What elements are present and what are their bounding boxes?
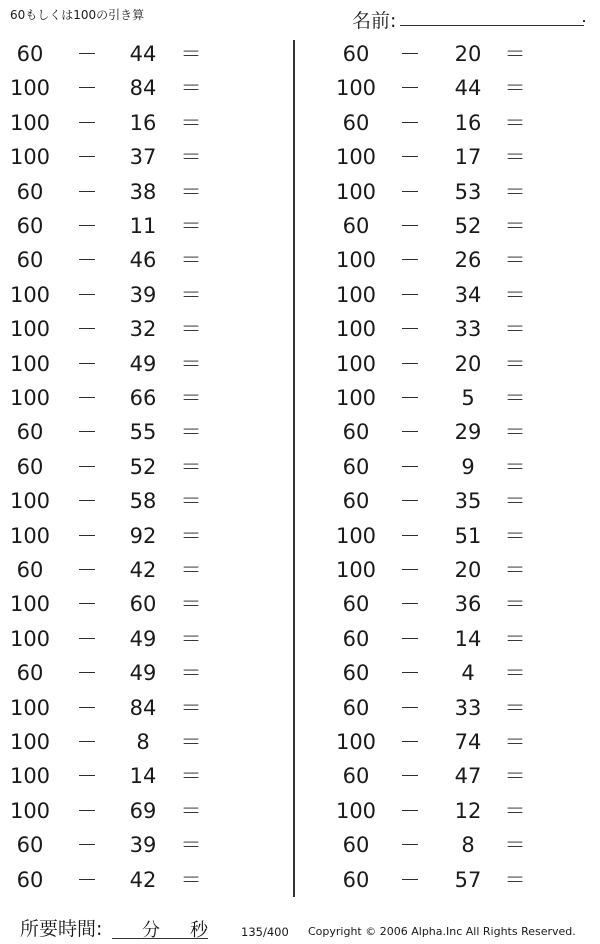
minus-sign: －: [76, 42, 98, 66]
minus-sign: －: [76, 110, 98, 135]
problem-row: [0, 622, 600, 656]
subtrahend: 8: [136, 730, 150, 754]
equals-sign: ＝: [504, 420, 526, 445]
minuend: 100: [335, 798, 377, 823]
minus-sign: －: [399, 592, 421, 617]
minuend: 100: [9, 798, 51, 823]
subtrahend: 20: [454, 558, 482, 582]
minuend: 60: [342, 764, 370, 789]
minus-sign: －: [76, 764, 98, 789]
minuend: 100: [9, 592, 51, 617]
problem-row: [0, 209, 600, 243]
minus-sign: －: [76, 798, 98, 823]
equals-sign: ＝: [504, 76, 526, 101]
minuend: 60: [16, 833, 44, 858]
minuend: 100: [335, 76, 377, 101]
equals-sign: ＝: [504, 764, 526, 789]
minus-sign: －: [76, 489, 98, 514]
subtrahend: 84: [129, 695, 157, 720]
minuend: 60: [342, 867, 370, 892]
equals-sign: ＝: [504, 661, 526, 686]
minus-sign: －: [76, 351, 98, 376]
subtrahend: 12: [454, 798, 482, 823]
minus-sign: －: [76, 76, 98, 101]
equals-sign: ＝: [504, 110, 526, 135]
name-line-dot: [583, 20, 585, 22]
minus-sign: －: [399, 214, 421, 238]
equals-sign: ＝: [180, 110, 202, 135]
equals-sign: ＝: [504, 730, 526, 754]
minus-sign: －: [399, 420, 421, 445]
minuend: 100: [335, 351, 377, 376]
minuend: 100: [9, 386, 51, 410]
problem-row: [0, 725, 600, 759]
subtrahend: 16: [129, 110, 157, 135]
minuend: 100: [335, 282, 377, 307]
minuend: 60: [16, 179, 44, 204]
minus-sign: －: [76, 833, 98, 858]
minuend: 100: [9, 730, 51, 754]
minus-sign: －: [399, 110, 421, 135]
minus-sign: －: [399, 867, 421, 892]
subtrahend: 49: [129, 661, 157, 686]
minuend: 100: [9, 145, 51, 170]
equals-sign: ＝: [504, 523, 526, 548]
problem-row: [0, 759, 600, 793]
minus-sign: －: [399, 282, 421, 307]
equals-sign: ＝: [504, 42, 526, 66]
subtrahend: 49: [129, 351, 157, 376]
minuend: 100: [9, 489, 51, 514]
problem-row: [0, 450, 600, 484]
equals-sign: ＝: [504, 454, 526, 479]
minuend: 60: [342, 661, 370, 686]
equals-sign: ＝: [504, 695, 526, 720]
problem-row: [0, 106, 600, 140]
equals-sign: ＝: [504, 592, 526, 617]
subtrahend: 47: [454, 764, 482, 789]
minus-sign: －: [76, 523, 98, 548]
equals-sign: ＝: [180, 592, 202, 617]
minus-sign: －: [76, 420, 98, 445]
equals-sign: ＝: [504, 179, 526, 204]
equals-sign: ＝: [180, 489, 202, 514]
problem-row: [0, 37, 600, 71]
subtrahend: 39: [129, 833, 157, 858]
minuend: 100: [9, 76, 51, 101]
equals-sign: ＝: [504, 558, 526, 582]
subtrahend: 44: [129, 42, 157, 66]
problem-row: [0, 243, 600, 277]
subtrahend: 33: [454, 695, 482, 720]
minus-sign: －: [76, 730, 98, 754]
equals-sign: ＝: [180, 764, 202, 789]
subtrahend: 42: [129, 558, 157, 582]
subtrahend: 52: [129, 454, 157, 479]
minus-sign: －: [76, 592, 98, 617]
minus-sign: －: [399, 626, 421, 651]
problem-row: [0, 794, 600, 828]
minus-sign: －: [399, 386, 421, 410]
minus-sign: －: [399, 454, 421, 479]
minus-sign: －: [399, 179, 421, 204]
minutes-unit: 分: [142, 920, 160, 941]
minuend: 100: [9, 282, 51, 307]
subtrahend: 66: [129, 386, 157, 410]
minus-sign: －: [76, 867, 98, 892]
minus-sign: －: [76, 386, 98, 410]
minus-sign: －: [399, 351, 421, 376]
minus-sign: －: [399, 558, 421, 582]
equals-sign: ＝: [180, 145, 202, 170]
problem-row: [0, 278, 600, 312]
subtrahend: 9: [461, 454, 475, 479]
minuend: 100: [9, 695, 51, 720]
equals-sign: ＝: [504, 798, 526, 823]
equals-sign: ＝: [180, 558, 202, 582]
minuend: 100: [9, 523, 51, 548]
subtrahend: 84: [129, 76, 157, 101]
problem-row: [0, 415, 600, 449]
minuend: 60: [342, 214, 370, 238]
minuend: 60: [342, 592, 370, 617]
subtrahend: 17: [454, 145, 482, 170]
minuend: 100: [335, 558, 377, 582]
minus-sign: －: [399, 42, 421, 66]
minuend: 100: [335, 145, 377, 170]
minuend: 100: [9, 351, 51, 376]
equals-sign: ＝: [180, 214, 202, 238]
subtrahend: 16: [454, 110, 482, 135]
minus-sign: －: [399, 317, 421, 342]
seconds-unit: 秒: [190, 920, 208, 941]
minuend: 60: [342, 42, 370, 66]
minuend: 60: [16, 42, 44, 66]
problem-row: [0, 347, 600, 381]
minus-sign: －: [76, 317, 98, 342]
equals-sign: ＝: [180, 798, 202, 823]
problem-row: [0, 691, 600, 725]
minus-sign: －: [76, 558, 98, 582]
minus-sign: －: [399, 489, 421, 514]
equals-sign: ＝: [180, 730, 202, 754]
problem-row: [0, 140, 600, 174]
equals-sign: ＝: [504, 626, 526, 651]
equals-sign: ＝: [180, 179, 202, 204]
subtrahend: 14: [454, 626, 482, 651]
problem-row: [0, 71, 600, 105]
minuend: 60: [16, 420, 44, 445]
equals-sign: ＝: [180, 454, 202, 479]
minus-sign: －: [76, 695, 98, 720]
minus-sign: －: [399, 695, 421, 720]
problem-row: [0, 312, 600, 346]
minus-sign: －: [76, 626, 98, 651]
equals-sign: ＝: [504, 351, 526, 376]
minuend: 100: [335, 523, 377, 548]
minuend: 60: [16, 454, 44, 479]
minuend: 100: [335, 386, 377, 410]
equals-sign: ＝: [180, 42, 202, 66]
minuend: 60: [16, 248, 44, 273]
minuend: 60: [16, 214, 44, 238]
equals-sign: ＝: [504, 214, 526, 238]
time-label: 所要時間:: [20, 918, 103, 940]
minus-sign: －: [76, 282, 98, 307]
equals-sign: ＝: [504, 282, 526, 307]
subtrahend: 49: [129, 626, 157, 651]
equals-sign: ＝: [504, 317, 526, 342]
subtrahend: 74: [454, 730, 482, 754]
subtrahend: 46: [129, 248, 157, 273]
equals-sign: ＝: [180, 626, 202, 651]
name-input-line[interactable]: [400, 25, 584, 26]
subtrahend: 38: [129, 179, 157, 204]
minuend: 100: [335, 248, 377, 273]
minuend: 60: [342, 833, 370, 858]
subtrahend: 32: [129, 317, 157, 342]
equals-sign: ＝: [180, 420, 202, 445]
equals-sign: ＝: [180, 317, 202, 342]
minus-sign: －: [399, 523, 421, 548]
minus-sign: －: [76, 214, 98, 238]
minus-sign: －: [76, 145, 98, 170]
minus-sign: －: [76, 179, 98, 204]
subtrahend: 42: [129, 867, 157, 892]
minuend: 100: [335, 730, 377, 754]
subtrahend: 52: [454, 214, 482, 238]
subtrahend: 20: [454, 351, 482, 376]
subtrahend: 20: [454, 42, 482, 66]
problem-row: [0, 484, 600, 518]
minus-sign: －: [399, 248, 421, 273]
subtrahend: 5: [461, 386, 475, 410]
minuend: 60: [342, 454, 370, 479]
minuend: 100: [9, 110, 51, 135]
subtrahend: 51: [454, 523, 482, 548]
subtrahend: 69: [129, 798, 157, 823]
minuend: 100: [9, 626, 51, 651]
minus-sign: －: [399, 833, 421, 858]
subtrahend: 53: [454, 179, 482, 204]
equals-sign: ＝: [180, 867, 202, 892]
problem-row: [0, 863, 600, 897]
equals-sign: ＝: [504, 867, 526, 892]
minus-sign: －: [399, 145, 421, 170]
minus-sign: －: [76, 248, 98, 273]
subtrahend: 37: [129, 145, 157, 170]
subtrahend: 55: [129, 420, 157, 445]
problem-row: [0, 381, 600, 415]
equals-sign: ＝: [504, 833, 526, 858]
equals-sign: ＝: [180, 76, 202, 101]
subtrahend: 57: [454, 867, 482, 892]
subtrahend: 92: [129, 523, 157, 548]
subtrahend: 14: [129, 764, 157, 789]
minus-sign: －: [399, 798, 421, 823]
copyright-text: Copyright © 2006 Alpha.Inc All Rights Reserved.: [308, 925, 576, 938]
minuend: 60: [16, 867, 44, 892]
subtrahend: 39: [129, 282, 157, 307]
minuend: 60: [342, 420, 370, 445]
subtrahend: 33: [454, 317, 482, 342]
minuend: 60: [342, 626, 370, 651]
minuend: 60: [16, 558, 44, 582]
minuend: 100: [9, 764, 51, 789]
subtrahend: 36: [454, 592, 482, 617]
subtrahend: 34: [454, 282, 482, 307]
subtrahend: 11: [129, 214, 157, 238]
equals-sign: ＝: [180, 661, 202, 686]
equals-sign: ＝: [180, 833, 202, 858]
subtrahend: 44: [454, 76, 482, 101]
name-label: 名前:: [352, 10, 397, 32]
problem-row: [0, 587, 600, 621]
minuend: 60: [342, 695, 370, 720]
problem-row: [0, 553, 600, 587]
equals-sign: ＝: [180, 695, 202, 720]
subtrahend: 35: [454, 489, 482, 514]
subtrahend: 29: [454, 420, 482, 445]
equals-sign: ＝: [504, 489, 526, 514]
equals-sign: ＝: [180, 523, 202, 548]
minuend: 60: [342, 489, 370, 514]
subtrahend: 8: [461, 833, 475, 858]
equals-sign: ＝: [504, 386, 526, 410]
equals-sign: ＝: [180, 282, 202, 307]
minuend: 60: [342, 110, 370, 135]
worksheet-title: 60もしくは100の引き算: [10, 8, 145, 22]
equals-sign: ＝: [504, 248, 526, 273]
minus-sign: －: [399, 661, 421, 686]
minuend: 100: [9, 317, 51, 342]
minuend: 100: [335, 317, 377, 342]
minus-sign: －: [76, 661, 98, 686]
problem-row: [0, 519, 600, 553]
subtrahend: 60: [129, 592, 157, 617]
problem-row: [0, 175, 600, 209]
equals-sign: ＝: [504, 145, 526, 170]
problem-row: [0, 828, 600, 862]
page-number: 135/400: [241, 925, 289, 939]
equals-sign: ＝: [180, 351, 202, 376]
subtrahend: 26: [454, 248, 482, 273]
problem-row: [0, 656, 600, 690]
minuend: 100: [335, 179, 377, 204]
minus-sign: －: [399, 76, 421, 101]
minuend: 60: [16, 661, 44, 686]
equals-sign: ＝: [180, 386, 202, 410]
equals-sign: ＝: [180, 248, 202, 273]
subtrahend: 58: [129, 489, 157, 514]
subtrahend: 4: [461, 661, 475, 686]
minus-sign: －: [399, 730, 421, 754]
minus-sign: －: [399, 764, 421, 789]
minus-sign: －: [76, 454, 98, 479]
